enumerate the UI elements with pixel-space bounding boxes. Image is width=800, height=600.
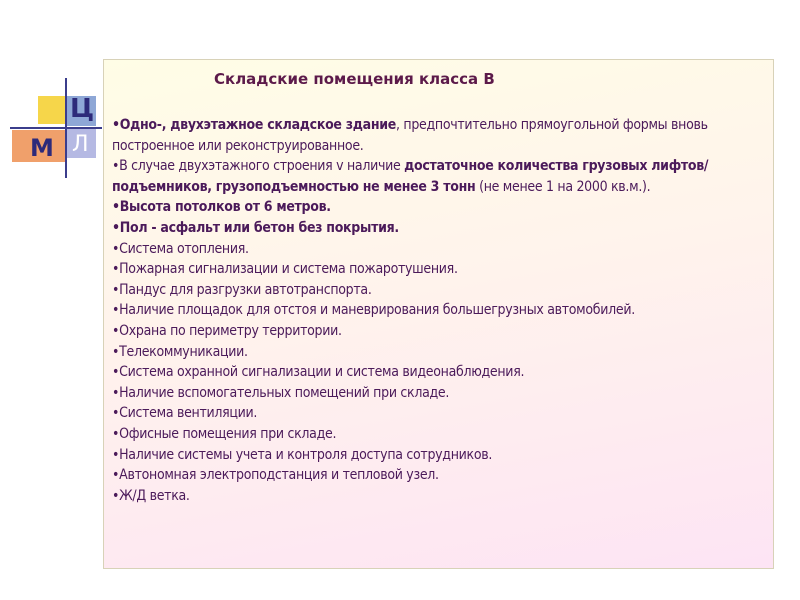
list-item xyxy=(112,259,767,280)
list-item-text: •Система отопления. xyxy=(112,240,249,257)
list-item-text: •Автономная электроподстанция и тепловой узел. xyxy=(112,467,439,484)
list-item xyxy=(112,362,767,383)
list-item-text: •Телекоммуникации. xyxy=(112,343,248,360)
logo xyxy=(0,0,110,190)
list-item xyxy=(112,342,767,363)
list-item-text: •Наличие системы учета и контроля доступа сотрудников. xyxy=(112,446,493,463)
list-item xyxy=(112,197,767,218)
requirements-list xyxy=(112,115,767,506)
list-item-text: •Наличие вспомогательных помещений при складе. xyxy=(112,384,450,401)
list-item xyxy=(112,300,767,321)
list-item-bold: •Пол - асфальт или бетон без покрытия. xyxy=(112,219,399,236)
list-item xyxy=(112,465,767,486)
list-item-text: •Охрана по периметру территории. xyxy=(112,322,342,339)
list-item xyxy=(112,218,767,239)
logo-line-horizontal xyxy=(10,127,102,129)
list-item-text: •Ж/Д ветка. xyxy=(112,487,190,504)
content-panel xyxy=(103,59,774,569)
list-item xyxy=(112,321,767,342)
list-item xyxy=(112,280,767,301)
list-item xyxy=(112,383,767,404)
list-item-bold: достаточное количества грузовых лифтов/подъемников, грузоподъемностью не менее 3 тонн xyxy=(112,158,709,195)
list-item-text: •Офисные помещения при складе. xyxy=(112,425,337,442)
list-item-text: •Система охранной сигнализации и система видеонаблюдения. xyxy=(112,364,525,381)
list-item-text: (не менее 1 на 2000 кв.м.). xyxy=(475,178,651,195)
list-item-text: •Наличие площадок для отстоя и маневрирования большегрузных автомобилей. xyxy=(112,302,635,319)
logo-square-yellow xyxy=(38,96,66,124)
list-item xyxy=(112,424,767,445)
list-item xyxy=(112,445,767,466)
list-item xyxy=(112,156,767,197)
list-item-text: , предпочтительно прямоугольной формы вновь построенное или реконструированное. xyxy=(112,117,708,154)
logo-letter-l: Л xyxy=(72,132,89,157)
slide-title: Складские помещения класса В xyxy=(214,70,495,88)
list-item xyxy=(112,486,767,507)
list-item-text: •Пожарная сигнализации и система пожаротушения. xyxy=(112,261,458,278)
list-item-bold: •Одно-, двухэтажное складское здание xyxy=(112,117,397,133)
list-item xyxy=(112,239,767,260)
list-item xyxy=(112,115,767,156)
list-item-bold: •Высота потолков от 6 метров. xyxy=(112,199,331,216)
list-item-text: •Пандус для разгрузки автотранспорта. xyxy=(112,281,372,298)
list-item xyxy=(112,403,767,424)
list-item-text: •Система вентиляции. xyxy=(112,405,258,422)
list-item-text: •В случае двухэтажного строения v наличие xyxy=(112,158,405,175)
logo-letter-m: М xyxy=(30,134,54,162)
logo-letter-ts: Ц xyxy=(70,94,95,124)
